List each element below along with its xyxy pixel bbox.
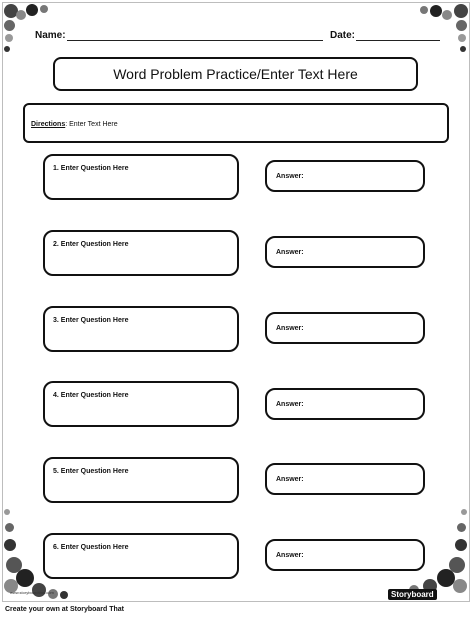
question-text: 6. Enter Question Here (53, 544, 129, 551)
directions-text: : Enter Text Here (65, 121, 118, 128)
question-text: 5. Enter Question Here (53, 468, 129, 475)
question-box[interactable] (43, 230, 239, 276)
date-label: Date: (330, 30, 356, 41)
question-text: 4. Enter Question Here (53, 392, 129, 399)
date-line[interactable] (356, 40, 440, 41)
question-text: 1. Enter Question Here (53, 165, 129, 172)
answer-box[interactable] (265, 388, 425, 420)
page-title: Word Problem Practice/Enter Text Here (113, 66, 358, 82)
directions-box[interactable] (23, 103, 449, 143)
name-line[interactable] (67, 40, 323, 41)
storyboard-logo: Storyboard (388, 589, 437, 600)
answer-box[interactable] (265, 236, 425, 268)
answer-box[interactable] (265, 160, 425, 192)
question-box[interactable] (43, 154, 239, 200)
question-box[interactable] (43, 533, 239, 579)
answer-box[interactable] (265, 312, 425, 344)
answer-label: Answer: (276, 248, 304, 256)
name-date-row (35, 30, 440, 46)
question-box[interactable] (43, 381, 239, 427)
footer-text[interactable]: Create your own at Storyboard That (5, 606, 125, 613)
watermark-url: www.storyboardthat.com (10, 590, 54, 595)
answer-box[interactable] (265, 539, 425, 571)
question-text: 3. Enter Question Here (53, 317, 129, 324)
answer-label: Answer: (276, 551, 304, 559)
answer-label: Answer: (276, 324, 304, 332)
name-label: Name: (35, 30, 66, 41)
question-text: 2. Enter Question Here (53, 241, 129, 248)
answer-label: Answer: (276, 172, 304, 180)
directions-label: Directions (31, 121, 66, 128)
answer-label: Answer: (276, 400, 304, 408)
answer-label: Answer: (276, 475, 304, 483)
question-box[interactable] (43, 306, 239, 352)
question-box[interactable] (43, 457, 239, 503)
answer-box[interactable] (265, 463, 425, 495)
title-box[interactable] (53, 57, 418, 91)
